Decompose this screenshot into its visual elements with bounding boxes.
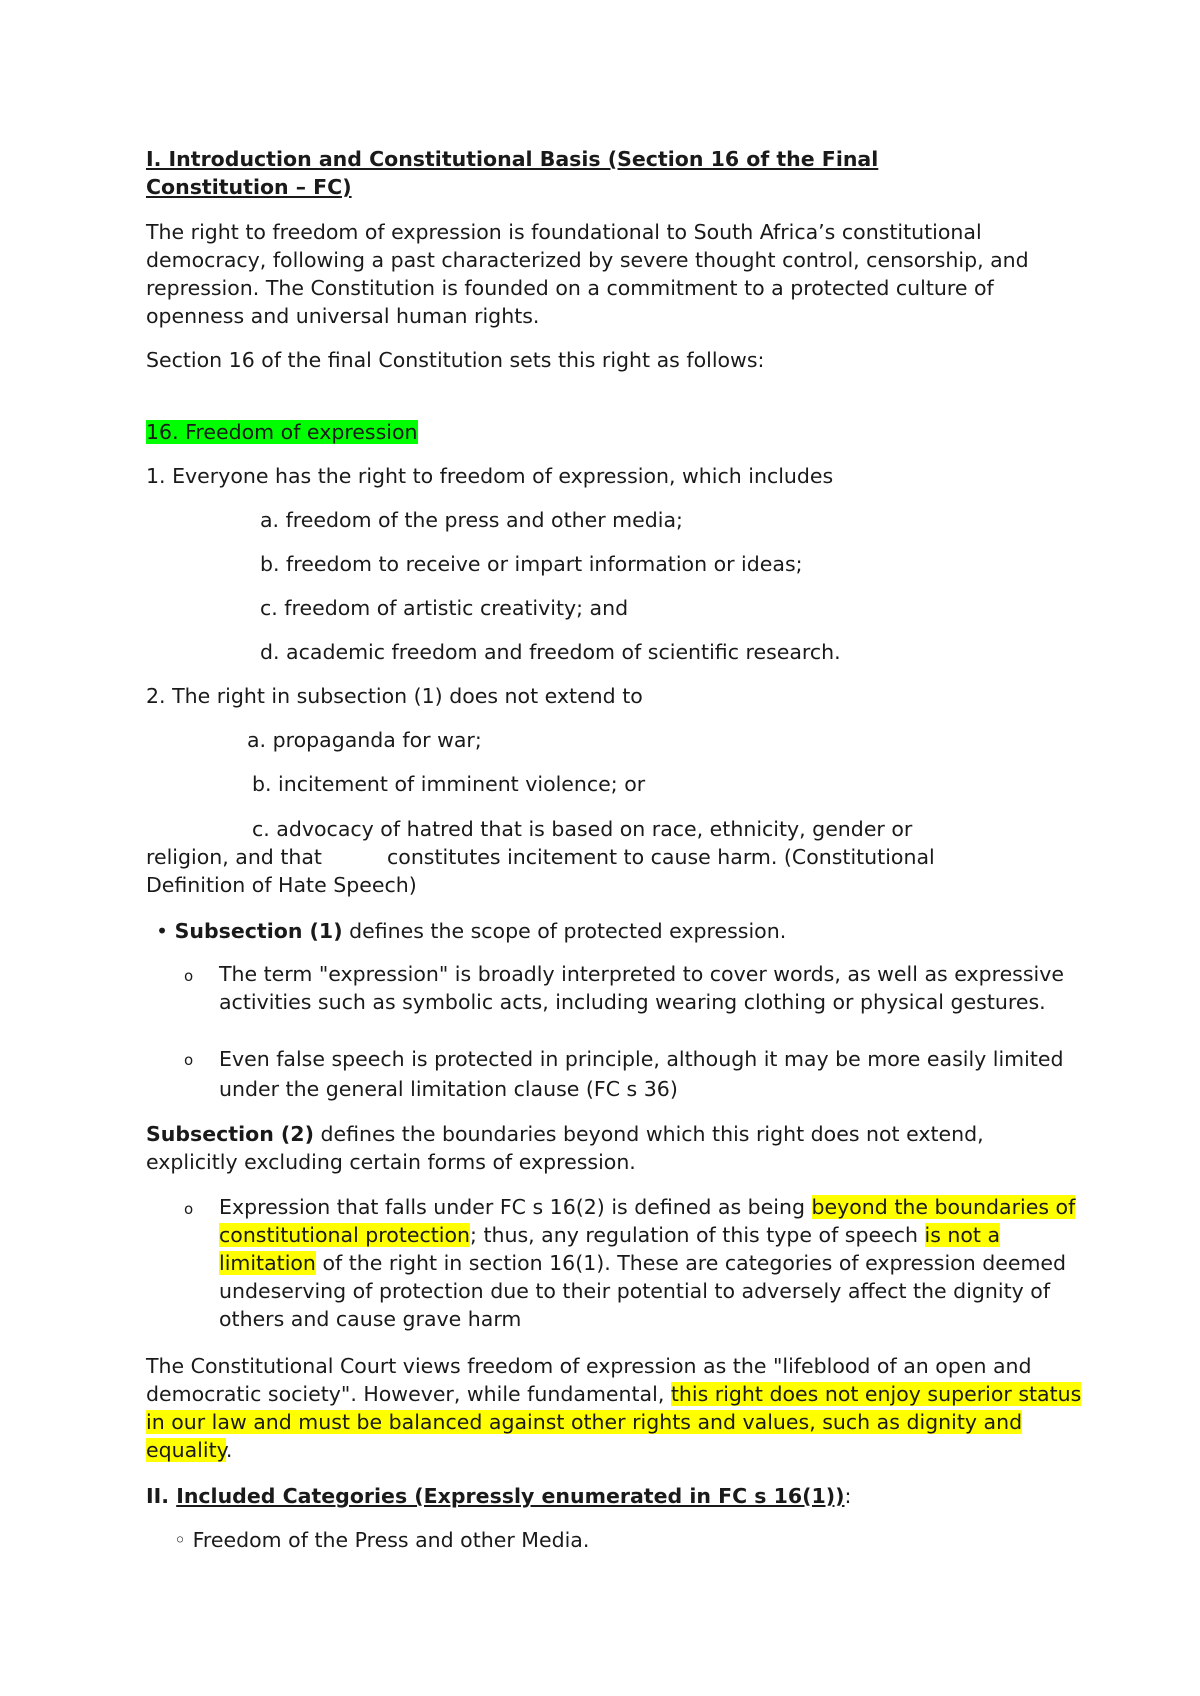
subsection-2-item-c-line-3: Definition of Hate Speech)	[146, 873, 417, 897]
subsection-1-note	[156, 917, 786, 945]
section-2-heading-text: Included Categories (Expressly enumerated in FC s 16(1))	[176, 1484, 845, 1508]
circle-bullet-icon: o	[184, 1051, 194, 1069]
subsection-1-point-2: Even false speech is protected in principle, although it may be more easily limited under the general limitation clause (FC s 36)	[219, 1047, 1064, 1101]
section-2-item-1-text: Freedom of the Press and other Media.	[192, 1528, 590, 1552]
subsection-1-label: Subsection (1)	[174, 919, 343, 943]
subsection-1-item-d: d. academic freedom and freedom of scientific research.	[260, 640, 841, 664]
bullet-icon: •	[156, 919, 169, 943]
circle-bullet-icon: o	[184, 967, 194, 985]
subsection-1-text: 1. Everyone has the right to freedom of expression, which includes	[146, 464, 834, 488]
subsection-1-point-1: The term "expression" is broadly interpreted to cover words, as well as expressive activities such as symbolic acts, including wearing clothing or physical gestures.	[219, 962, 1064, 1014]
subsection-2-point-text-c: of the right in section 16(1). These are categories of expression deemed undeserving of protection due to their potential to adversely affect the dignity of others and cause grave harm	[219, 1251, 1067, 1331]
subsection-2-text: 2. The right in subsection (1) does not extend to	[146, 684, 643, 708]
subsection-2-note	[146, 1120, 1071, 1176]
subsection-1-item-a: a. freedom of the press and other media;	[260, 508, 683, 532]
provision-title	[146, 418, 418, 446]
subsection-1-note-text: defines the scope of protected expression.	[342, 919, 787, 943]
constitutional-court-paragraph	[146, 1352, 1091, 1464]
court-text-b: .	[225, 1438, 233, 1462]
subsection-2-label: Subsection (2)	[146, 1122, 314, 1146]
section-2-item-1	[174, 1526, 589, 1554]
highlight-not-a-limitation: is not a limitation	[219, 1223, 1001, 1275]
intro-paragraph: The right to freedom of expression is foundational to South Africa’s constitutional democracy, following a past characterized by severe thought control, censorship, and repression. The Constitution is founded on a commitment to a protected culture of openness and universal human rights.	[146, 220, 1029, 328]
subsection-2-point	[219, 1193, 1089, 1333]
subsection-2-item-a: a. propaganda for war;	[247, 728, 482, 752]
subsection-2-point-text-b: ; thus, any regulation of this type of speech	[470, 1223, 925, 1247]
subsection-2-item-b: b. incitement of imminent violence; or	[252, 772, 646, 796]
section-2-colon: :	[844, 1484, 852, 1508]
circle-bullet-icon: o	[184, 1200, 194, 1218]
subsection-2-item-c-line-2a: religion, and that	[146, 845, 322, 869]
highlight-balanced-rights: this right does not enjoy superior status in our law and must be balanced against other rights and values, such as dignity and equality	[146, 1382, 1082, 1462]
section-2-number: II.	[146, 1484, 170, 1508]
subsection-2-item-c-line-1: c. advocacy of hatred that is based on race, ethnicity, gender or	[252, 817, 913, 841]
subsection-1-item-c: c. freedom of artistic creativity; and	[260, 596, 629, 620]
highlight-beyond-boundaries: beyond the boundaries of constitutional protection	[219, 1195, 1076, 1247]
section-16-intro: Section 16 of the final Constitution sets this right as follows:	[146, 348, 765, 372]
subsection-2-item-c-line-2b: constitutes incitement to cause harm. (Constitutional	[387, 845, 935, 869]
section-2-heading	[146, 1482, 851, 1510]
section-1-heading-line-2: Constitution – FC)	[146, 175, 352, 199]
subsection-2-note-text: defines the boundaries beyond which this right does not extend, explicitly excluding certain forms of expression.	[146, 1122, 984, 1174]
hollow-bullet-icon: ◦	[174, 1528, 187, 1552]
court-text-a: The Constitutional Court views freedom of expression as the "lifeblood of an open and democratic society". However, while fundamental,	[146, 1354, 1032, 1406]
provision-title-text: 16. Freedom of expression	[146, 420, 418, 444]
subsection-1-item-b: b. freedom to receive or impart information or ideas;	[260, 552, 803, 576]
section-1-heading-line-1: I. Introduction and Constitutional Basis (Section 16 of the Final	[146, 147, 879, 171]
subsection-2-point-text-a: Expression that falls under FC s 16(2) is defined as being	[219, 1195, 812, 1219]
